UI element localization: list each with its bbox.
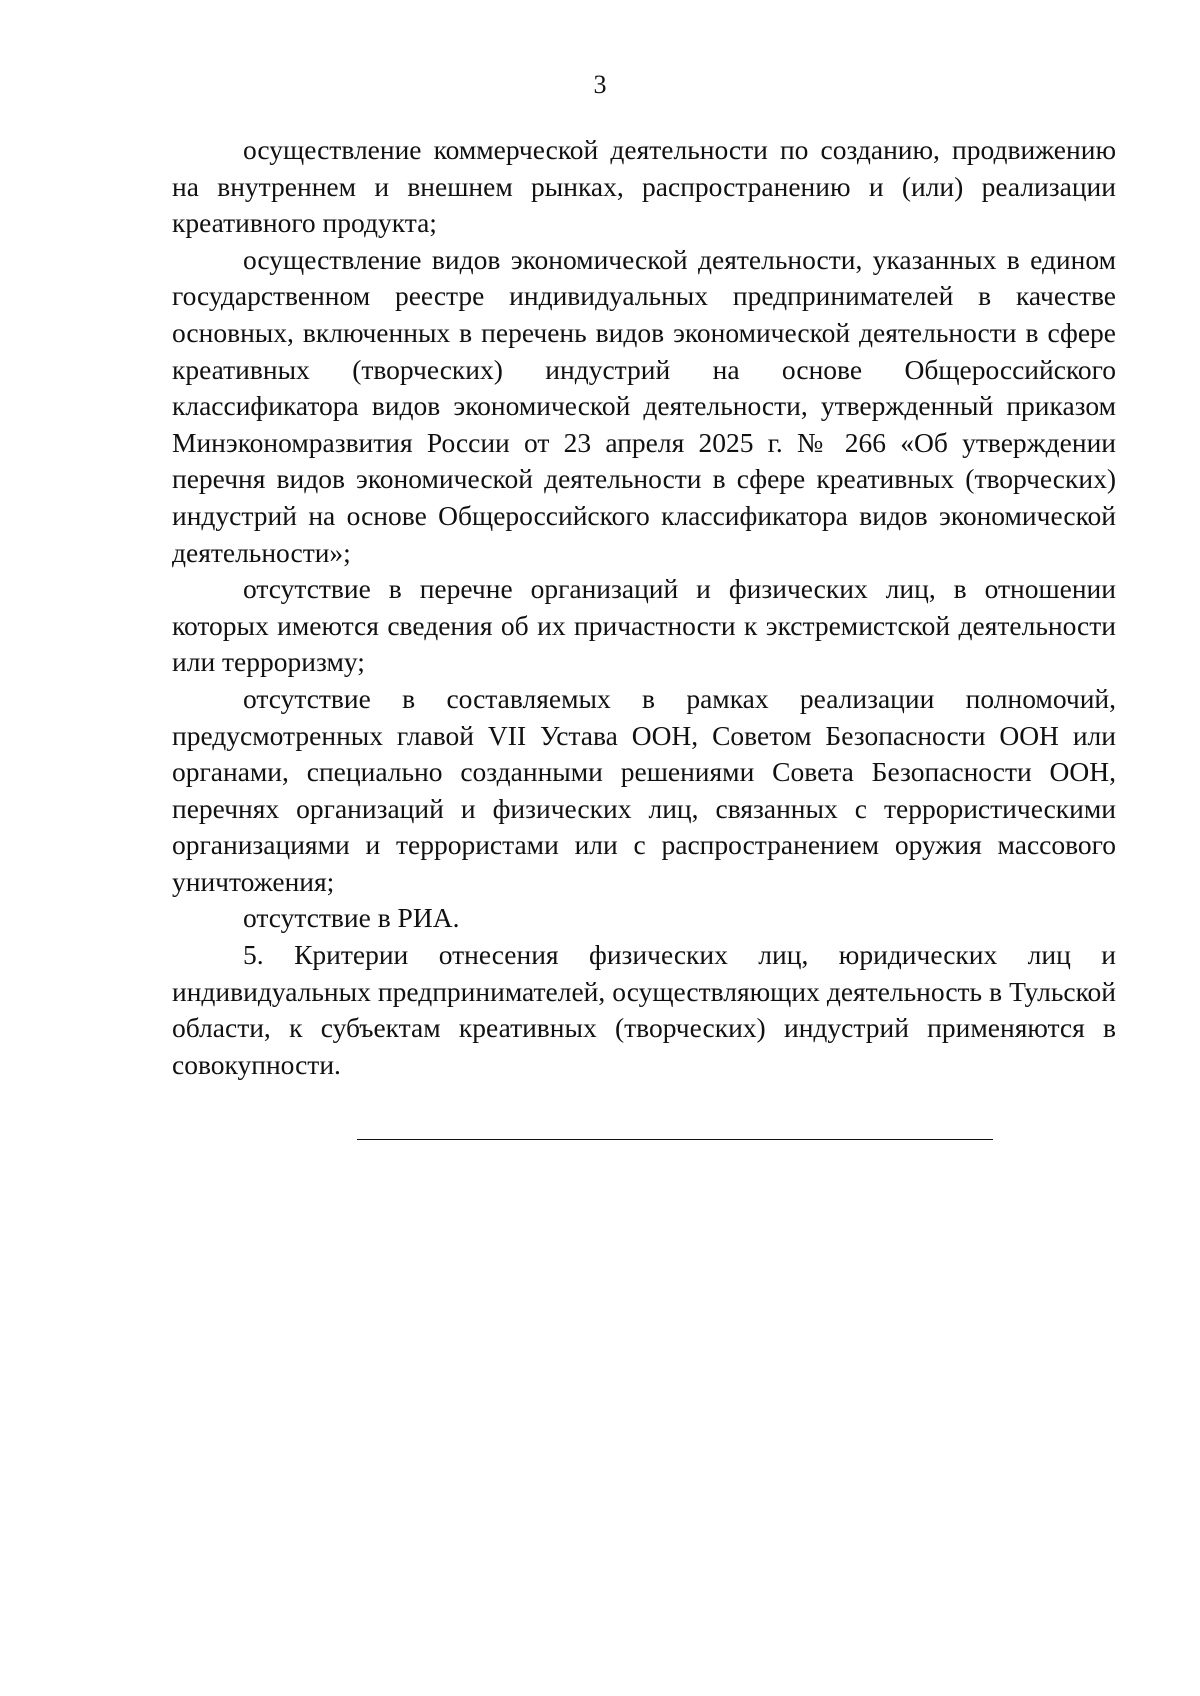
paragraph-economic-activity-types: осуществление видов экономической деятельности, указанных в едином государственном реестре индивидуальных предпринимателей в качестве основных, включенных в перечень видов экономической деятельности в сфере креативных (творческих) индустрий на основе Общероссийского классификатора видов экономической деятельности, утвержденный приказом Минэкономразвития России от 23 апреля 2025 г. № 266 «Об утверждении перечня видов экономической деятельности в сфере креативных (творческих) индустрий на основе Общероссийского классификатора видов экономической деятельности»; — [172, 243, 1116, 568]
paragraph-ria: отсутствие в РИА. — [243, 902, 460, 934]
paragraph-un-sanctions-list: отсутствие в составляемых в рамках реализации полномочий, предусмотренных главой VII Устава ООН, Советом Безопасности ООН или органами, специально созданными решениями Совета Безопасности ООН, перечнях организаций и физических лиц, связанных с террористическими организациями и террористами или с распространением оружия массового уничтожения; — [172, 682, 1116, 897]
end-separator-line — [357, 1139, 993, 1140]
paragraph-commercial-activity: осуществление коммерческой деятельности по созданию, продвижению на внутреннем и внешнем рынках, распространению и (или) реализации креативного продукта; — [172, 134, 1116, 239]
paragraph-extremism-list: отсутствие в перечне организаций и физических лиц, в отношении которых имеются сведения об их причастности к экстремистской деятельности или терроризму; — [172, 573, 1116, 678]
document-body — [172, 132, 1116, 1083]
paragraph-criteria-application: 5. Критерии отнесения физических лиц, юридических лиц и индивидуальных предпринимателей, осуществляющих деятельность в Тульской области, к субъектам креативных (творческих) индустрий применяются в совокупности. — [172, 939, 1116, 1080]
page-number: 3 — [593, 70, 607, 99]
